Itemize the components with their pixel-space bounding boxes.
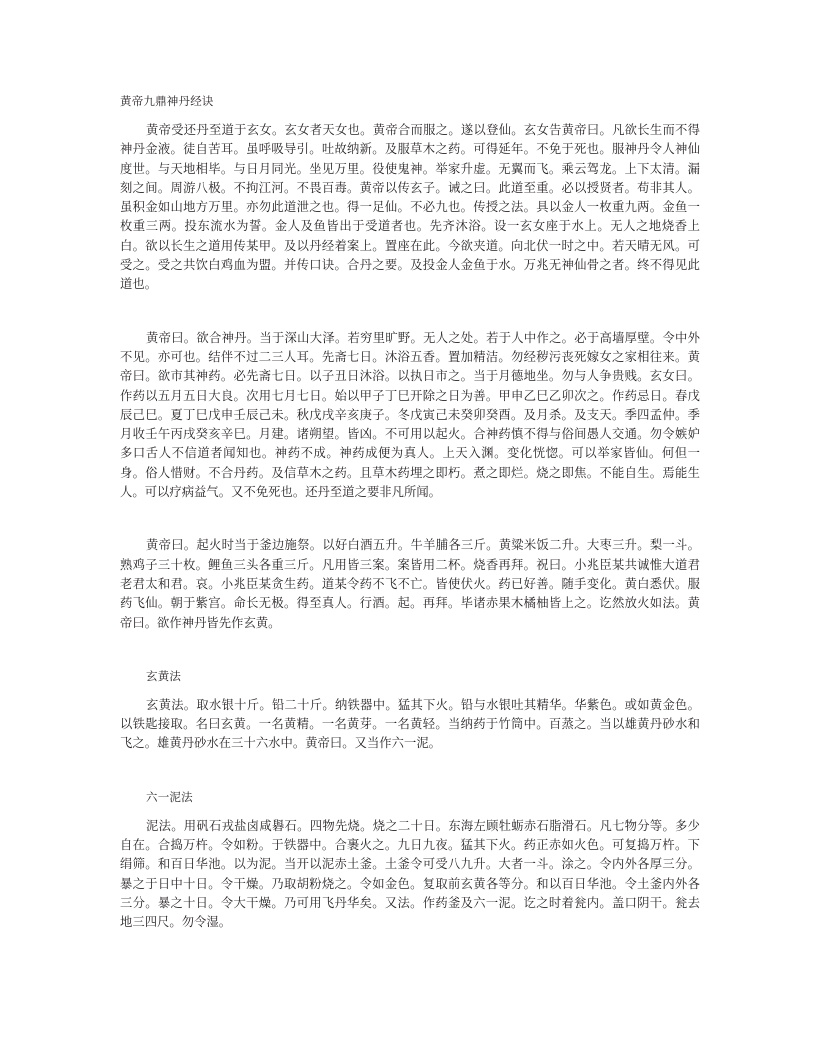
paragraph-xuannu-transmission: 黄帝受还丹至道于玄女。玄女者天女也。黄帝合而服之。遂以登仙。玄女告黄帝曰。凡欲长生而不得神丹金液。徒自苦耳。虽呼吸导引。吐故纳新。及服草木之药。可得延年。不免于死也。服神丹令人神仙度世。与天地相毕。与日月同光。坐见万里。役使鬼神。举家升虚。无翼而飞。乘云驾龙。上下太清。漏刻之间。周游八极。不拘江河。不畏百毒。黄帝以传玄子。诫之曰。此道至重。必以授贤者。苟非其人。虽积金如山地方万里。亦勿此道泄之也。得一足仙。不必九也。传授之法。具以金人一枚重九两。金鱼一枚重三两。投东流水为誓。金人及鱼皆出于受道者也。先齐沐浴。设一玄女座于水上。无人之地烧香上白。欲以长生之道用传某甲。及以丹经着案上。置座在此。今欲夹道。向北伏一时之中。若天晴无风。可受之。受之共饮白鸡血为盟。并传口诀。合丹之要。及投金人金鱼于水。万兆无神仙骨之者。终不得见此道也。 <box>120 123 700 292</box>
paragraph-fire-ritual-offering: 黄帝曰。起火时当于釜边施祭。以好白酒五升。牛羊脯各三斤。黄粱米饭二升。大枣三升。梨一斗。熟鸡子三十枚。鲤鱼三头各重三斤。凡用皆三案。案皆用二杯。烧香再拜。祝曰。小兆臣某共诚惟大道君老君太和君。哀。小兆臣某贪生药。道某令药不飞不亡。皆使伏火。药已好善。随手变化。黄白悉伏。服药飞仙。朝于紫宫。命长无极。得至真人。行酒。起。再拜。毕诸赤果木橘柚皆上之。讫然放火如法。黄帝曰。欲作神丹皆先作玄黄。 <box>120 538 700 630</box>
paragraph-liuyi-mud-method-body: 泥法。用矾石戎盐卤咸礜石。四物先烧。烧之二十日。东海左顾牡蛎赤石脂滑石。凡七物分等。多少自在。合捣万杵。令如粉。于铁器中。合裹火之。九日九夜。猛其下火。药正赤如火色。可复捣万杵。下绢筛。和百日华池。以为泥。当开以泥赤土釜。土釜令可受八九升。大者一斗。涂之。令内外各厚三分。暴之于日中十日。令干燥。乃取胡粉烧之。令如金色。复取前玄黄各等分。和以百日华池。令土釜内外各三分。暴之十日。令大干燥。乃可用飞丹华矣。又法。作药釜及六一泥。讫之时着瓮内。盖口阴干。瓮去地三四尺。勿令湿。 <box>120 818 700 930</box>
section-heading-xuanhuang-method: 玄黄法 <box>146 668 182 683</box>
document-title: 黄帝九鼎神丹经诀 <box>120 94 214 108</box>
document-text-column <box>120 92 700 933</box>
section-heading-liuyi-mud-method: 六一泥法 <box>146 789 193 804</box>
paragraph-site-and-timing: 黄帝曰。欲合神丹。当于深山大泽。若穷里旷野。无人之处。若于人中作之。必于高墙厚壁。令中外不见。亦可也。结伴不过二三人耳。先斋七日。沐浴五香。置加精洁。勿经秽污丧死嫁女之家相往来。黄帝曰。欲市其神药。必先斋七日。以子丑日沐浴。以执日市之。当于月德地坐。勿与人争贵贱。玄女曰。作药以五月五日大良。次用七月七日。始以甲子丁巳开除之日为善。甲申乙巳乙卯次之。作药忌日。春戊辰己巳。夏丁巳戊申壬辰己未。秋戊戌辛亥庚子。冬戊寅己未癸卯癸酉。及月杀。及支天。季四孟仲。季月收壬午丙戌癸亥辛巳。月建。诸朔望。皆凶。不可用以起火。合神药慎不得与俗间愚人交通。勿令嫉妒多口舌人不信道者闻知也。神药不成。神药成便为真人。上天入渊。变化恍惚。可以举家皆仙。何但一身。俗人惜财。不合丹药。及信草木之药。且草木药埋之即朽。煮之即烂。烧之即焦。不能自生。焉能生人。可以疗病益气。又不免死也。还丹至道之要非凡所闻。 <box>120 330 700 500</box>
paragraph-xuanhuang-method-body: 玄黄法。取水银十斤。铅二十斤。纳铁器中。猛其下火。铅与水银吐其精华。华紫色。或如黄金色。以铁匙接取。名曰玄黄。一名黄精。一名黄芽。一名黄轻。当纳药于竹筒中。百蒸之。当以雄黄丹砂水和飞之。雄黄丹砂水在三十六水中。黄帝曰。又当作六一泥。 <box>120 697 700 751</box>
